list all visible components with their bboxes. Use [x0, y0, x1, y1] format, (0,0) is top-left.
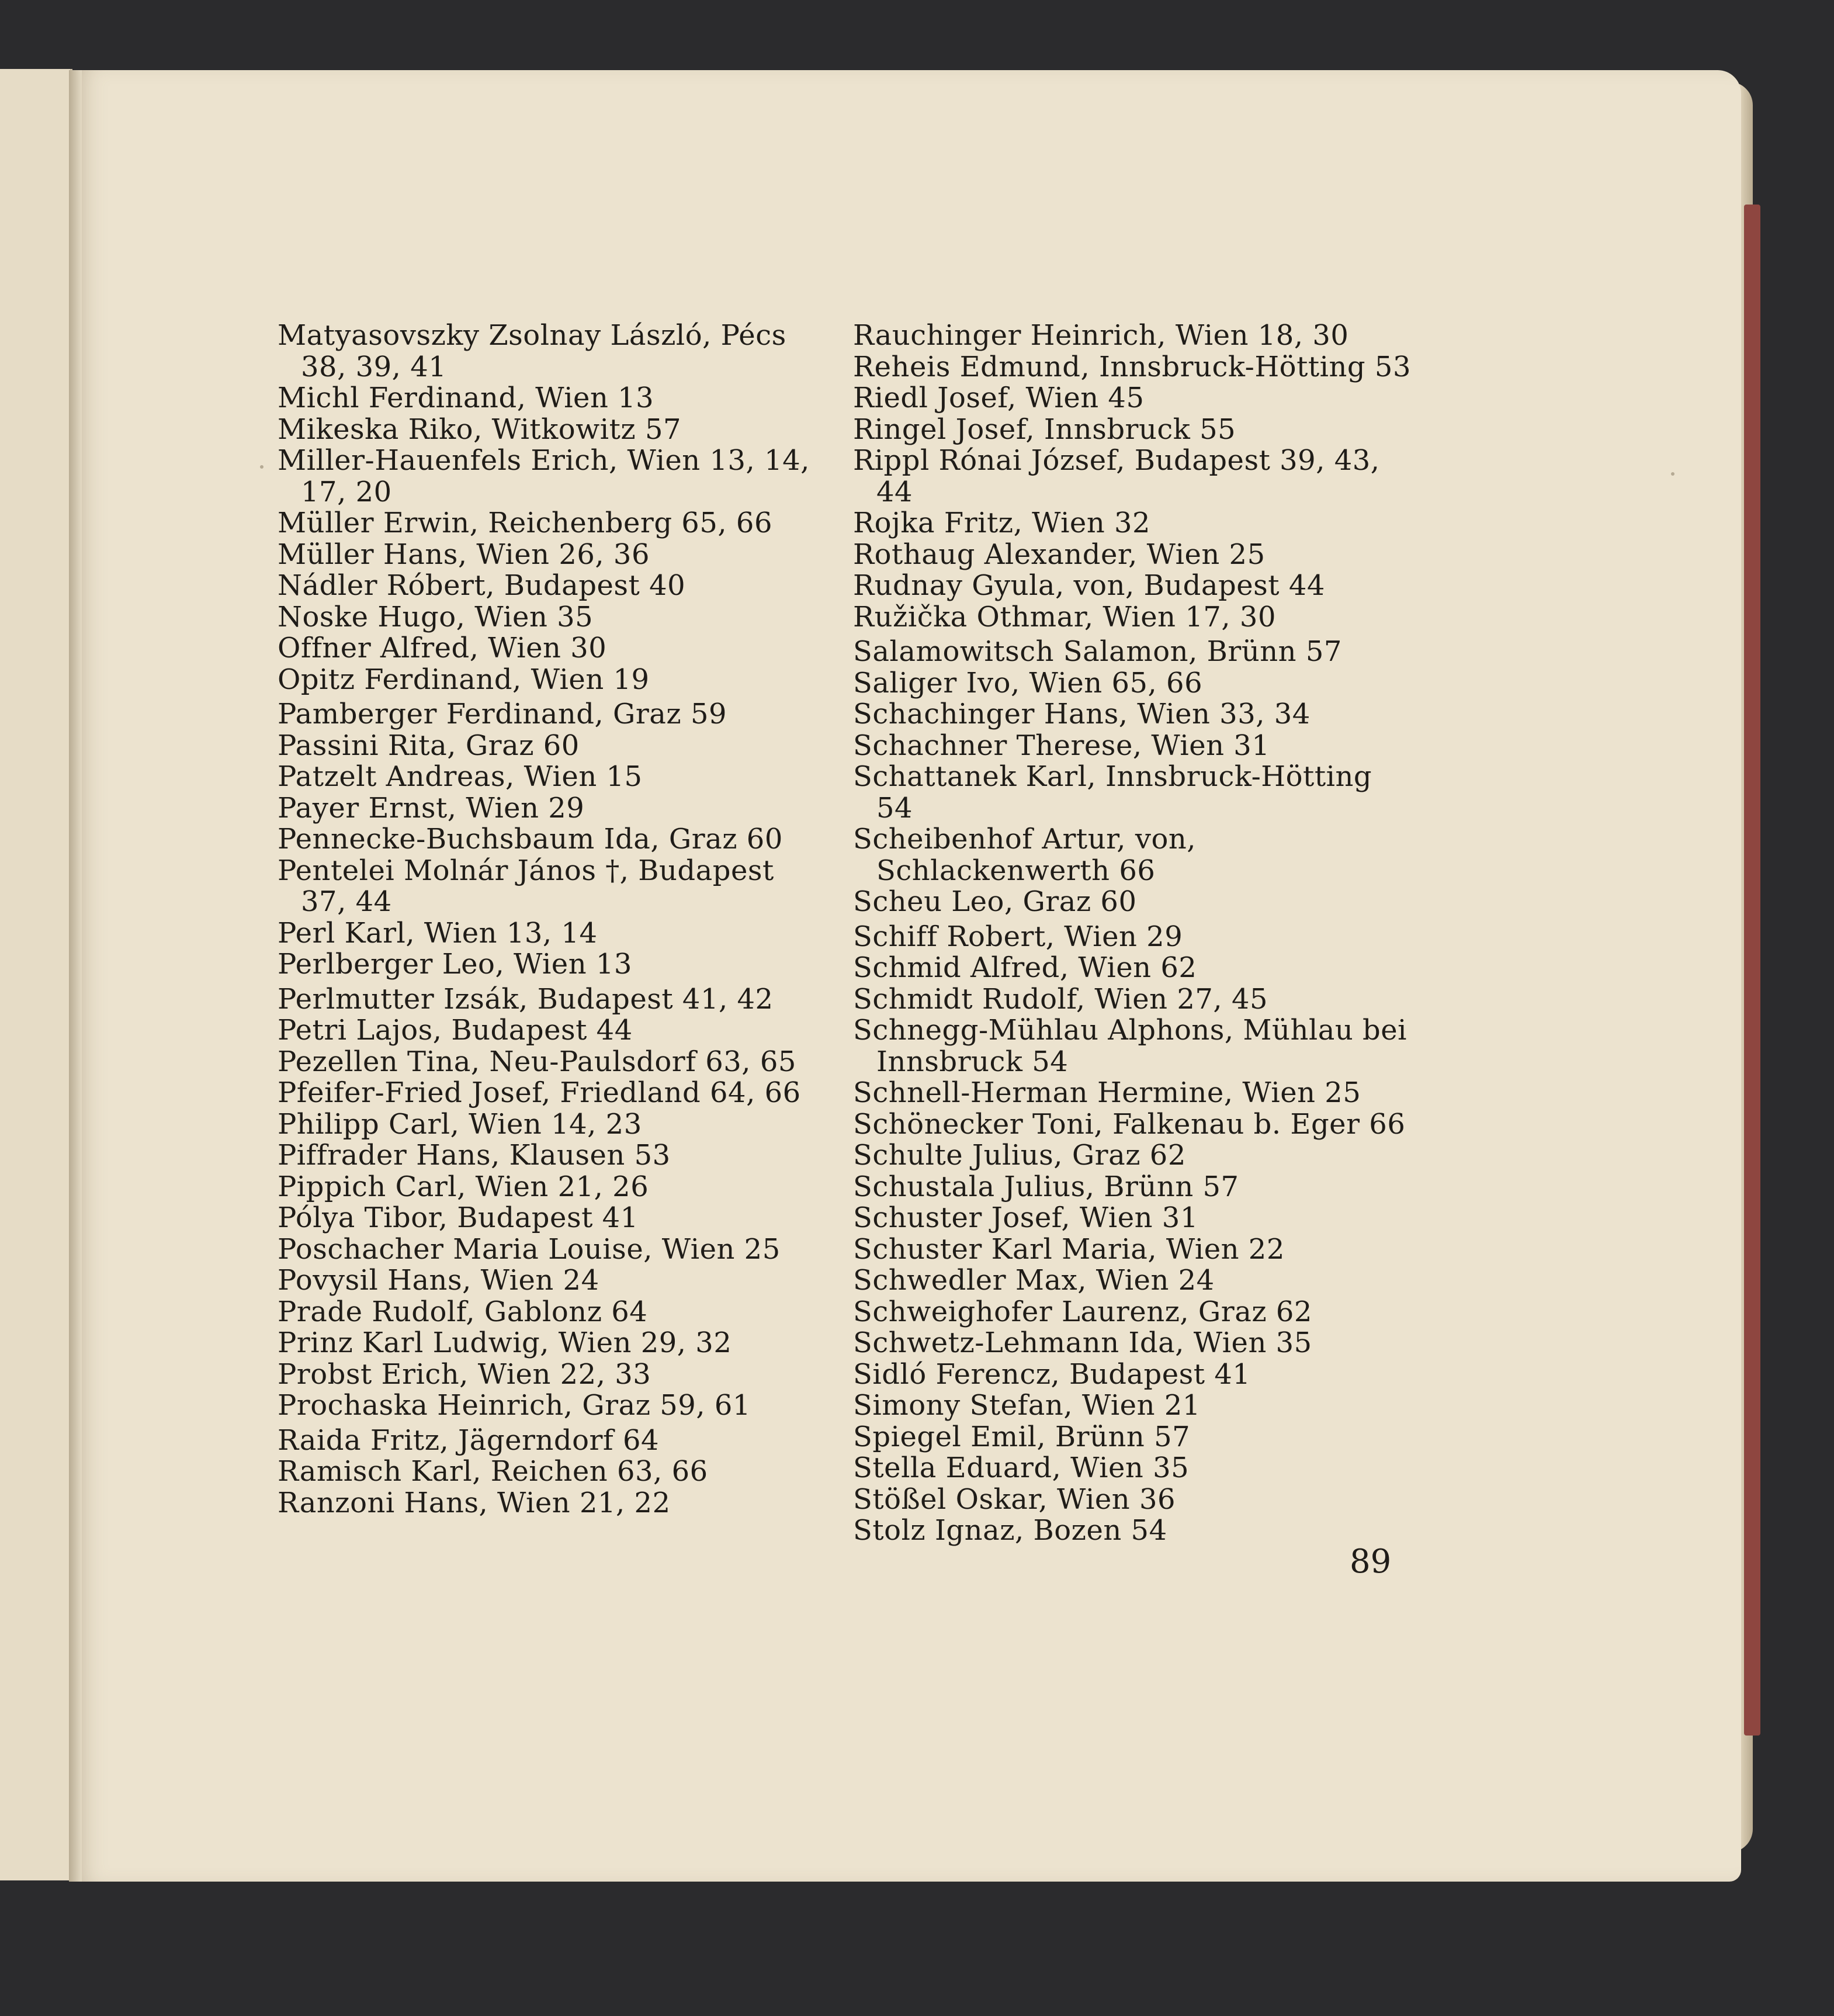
index-entry: Opitz Ferdinand, Wien 19 — [278, 663, 650, 696]
index-entry: Pólya Tibor, Budapest 41 — [278, 1201, 639, 1234]
index-entry: Schwedler Max, Wien 24 — [853, 1264, 1215, 1297]
index-entry: Schiff Robert, Wien 29 — [853, 920, 1183, 953]
index-entry: Schönecker Toni, Falkenau b. Eger 66 — [853, 1107, 1406, 1141]
index-entry: Perlmutter Izsák, Budapest 41, 42 — [278, 982, 774, 1016]
index-entry: Ružička Othmar, Wien 17, 30 — [853, 600, 1277, 633]
page-number: 89 — [1350, 1543, 1392, 1581]
index-entry: Prade Rudolf, Gablonz 64 — [278, 1295, 648, 1328]
index-entry: Pfeifer-Fried Josef, Friedland 64, 66 — [278, 1076, 801, 1109]
index-entry: Scheibenhof Artur, von, Schlackenwerth 66 — [853, 823, 1197, 887]
index-entry: Saliger Ivo, Wien 65, 66 — [853, 666, 1203, 699]
index-entry: Philipp Carl, Wien 14, 23 — [278, 1107, 642, 1141]
index-entry: Schnegg-Mühlau Alphons, Mühlau bei Innsbruck 54 — [853, 1014, 1407, 1078]
index-column-left — [278, 320, 821, 1519]
index-entry: Schuster Josef, Wien 31 — [853, 1201, 1198, 1234]
index-entry: Müller Erwin, Reichenberg 65, 66 — [278, 507, 772, 539]
index-entry: Reheis Edmund, Innsbruck-Hötting 53 — [853, 350, 1411, 383]
index-entry: Schattanek Karl, Innsbruck-Hötting 54 — [853, 760, 1372, 825]
index-entry: Miller-Hauenfels Erich, Wien 13, 14, 17, 20 — [278, 444, 810, 508]
index-entry: Offner Alfred, Wien 30 — [278, 632, 607, 664]
index-entry: Rauchinger Heinrich, Wien 18, 30 — [853, 319, 1349, 352]
index-entry: Schustala Julius, Brünn 57 — [853, 1170, 1239, 1203]
index-entry: Nádler Róbert, Budapest 40 — [278, 569, 686, 602]
index-entry: Pippich Carl, Wien 21, 26 — [278, 1170, 649, 1203]
index-entry: Stößel Oskar, Wien 36 — [853, 1482, 1176, 1516]
index-entry: Ramisch Karl, Reichen 63, 66 — [278, 1455, 708, 1488]
index-entry: Raida Fritz, Jägerndorf 64 — [278, 1423, 660, 1457]
index-entry: Schweighofer Laurenz, Graz 62 — [853, 1295, 1312, 1328]
index-entry: Stella Eduard, Wien 35 — [853, 1452, 1190, 1484]
index-entry: Ranzoni Hans, Wien 21, 22 — [278, 1486, 671, 1519]
index-entry: Perl Karl, Wien 13, 14 — [278, 916, 598, 950]
index-entry: Povysil Hans, Wien 24 — [278, 1264, 599, 1297]
index-entry: Schnell-Herman Hermine, Wien 25 — [853, 1076, 1361, 1109]
index-entry: Spiegel Emil, Brünn 57 — [853, 1420, 1191, 1453]
left-page-edge — [0, 69, 72, 1880]
index-entry: Pentelei Molnár János †, Budapest 37, 44 — [278, 854, 774, 918]
index-entry: Probst Erich, Wien 22, 33 — [278, 1357, 651, 1391]
index-entry: Rudnay Gyula, von, Budapest 44 — [853, 569, 1325, 602]
index-entry: Pennecke-Buchsbaum Ida, Graz 60 — [278, 823, 783, 855]
index-entry: Rojka Fritz, Wien 32 — [853, 507, 1151, 539]
index-entry: Passini Rita, Graz 60 — [278, 729, 580, 762]
index-entry: Pamberger Ferdinand, Graz 59 — [278, 698, 727, 730]
paper-speck — [260, 465, 264, 469]
index-entry: Piffrader Hans, Klausen 53 — [278, 1139, 671, 1172]
index-entry: Mikeska Riko, Witkowitz 57 — [278, 413, 682, 446]
index-entry: Michl Ferdinand, Wien 13 — [278, 382, 654, 414]
index-entry: Patzelt Andreas, Wien 15 — [278, 760, 643, 793]
index-entry: Petri Lajos, Budapest 44 — [278, 1014, 633, 1047]
index-entry: Müller Hans, Wien 26, 36 — [278, 538, 650, 571]
index-entry: Riedl Josef, Wien 45 — [853, 382, 1145, 414]
index-entry: Poschacher Maria Louise, Wien 25 — [278, 1232, 781, 1266]
index-entry: Pezellen Tina, Neu-Paulsdorf 63, 65 — [278, 1045, 796, 1078]
index-entry: Prochaska Heinrich, Graz 59, 61 — [278, 1389, 751, 1422]
index-entry: Stolz Ignaz, Bozen 54 — [853, 1514, 1167, 1547]
index-entry: Rothaug Alexander, Wien 25 — [853, 538, 1266, 571]
index-entry: Scheu Leo, Graz 60 — [853, 885, 1137, 918]
paper-speck — [1671, 472, 1674, 476]
index-entry: Matyasovszky Zsolnay László, Pécs 38, 39, 41 — [278, 319, 786, 383]
index-entry: Rippl Rónai József, Budapest 39, 43, 44 — [853, 444, 1380, 508]
book-cover-edge — [1744, 205, 1760, 1736]
index-entry: Perlberger Leo, Wien 13 — [278, 948, 632, 981]
index-column-right — [853, 320, 1414, 1547]
index-entry: Salamowitsch Salamon, Brünn 57 — [853, 635, 1342, 668]
index-entry: Payer Ernst, Wien 29 — [278, 791, 585, 825]
index-entry: Prinz Karl Ludwig, Wien 29, 32 — [278, 1326, 732, 1359]
index-entry: Schulte Julius, Graz 62 — [853, 1139, 1186, 1172]
index-entry: Schachinger Hans, Wien 33, 34 — [853, 698, 1311, 730]
index-entry: Noske Hugo, Wien 35 — [278, 600, 594, 633]
book-gutter — [69, 70, 82, 1882]
index-entry: Simony Stefan, Wien 21 — [853, 1389, 1201, 1422]
index-entry: Schwetz-Lehmann Ida, Wien 35 — [853, 1326, 1312, 1359]
index-entry: Schmidt Rudolf, Wien 27, 45 — [853, 982, 1268, 1016]
index-entry: Ringel Josef, Innsbruck 55 — [853, 413, 1236, 446]
index-entry: Schachner Therese, Wien 31 — [853, 729, 1270, 762]
index-entry: Schmid Alfred, Wien 62 — [853, 951, 1197, 984]
index-entry: Sidló Ferencz, Budapest 41 — [853, 1357, 1251, 1391]
index-entry: Schuster Karl Maria, Wien 22 — [853, 1232, 1285, 1266]
